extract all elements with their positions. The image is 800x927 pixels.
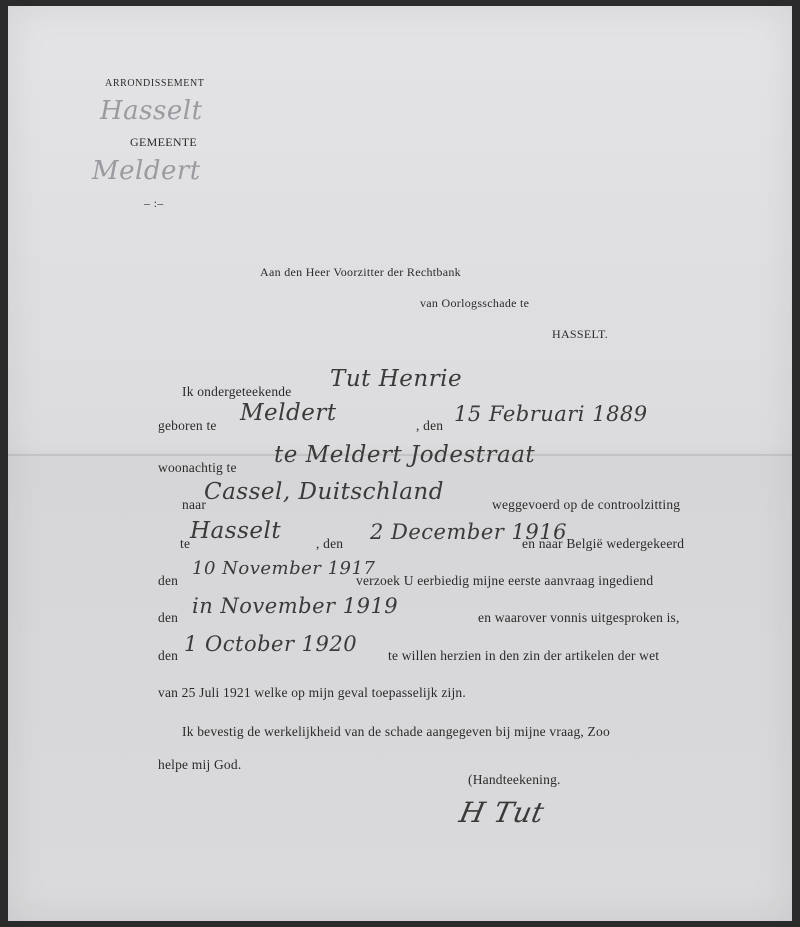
residing-label: woonachtig te xyxy=(158,460,237,475)
document-page xyxy=(8,6,792,921)
te-label: te xyxy=(180,536,191,551)
verdict-den-label: den xyxy=(158,648,179,663)
born-label: geboren te xyxy=(158,418,217,433)
law-text: van 25 Juli 1921 welke op mijn geval toepasselijk zijn. xyxy=(158,685,466,700)
filed-date-handwritten: in November 1919 xyxy=(192,594,399,618)
revise-text: te willen herzien in den zin der artikelen der wet xyxy=(388,648,660,663)
born-place-handwritten: Meldert xyxy=(240,400,337,426)
gemeente-value: Meldert xyxy=(92,156,201,186)
to-label: naar xyxy=(182,497,207,512)
arrondissement-label: ARRONDISSEMENT xyxy=(105,78,205,89)
intro-text: Ik ondergeteekende xyxy=(182,384,292,399)
arrondissement-value: Hasselt xyxy=(100,96,203,126)
filed-den-label: den xyxy=(158,610,179,625)
control-place-handwritten: Hasselt xyxy=(190,518,282,544)
verdict-text: en waarover vonnis uitgesproken is, xyxy=(478,610,680,625)
born-date-handwritten: 15 Februari 1889 xyxy=(454,402,648,426)
confirm-line1: Ik bevestig de werkelijkheid van de schade aangegeven bij mijne vraag, Zoo xyxy=(182,724,610,739)
returned-text: en naar België wedergekeerd xyxy=(522,536,685,551)
residing-handwritten: te Meldert Jodestraat xyxy=(274,442,536,468)
addressee-line3: HASSELT. xyxy=(552,327,609,341)
signature-label: (Handteekening. xyxy=(468,772,561,787)
request-text: verzoek U eerbiedig mijne eerste aanvraag ingediend xyxy=(356,573,654,588)
confirm-line2: helpe mij God. xyxy=(158,757,242,772)
deported-to-handwritten: Cassel, Duitschland xyxy=(204,479,444,505)
control-den-label: , den xyxy=(316,536,344,551)
signature-handwritten: H Tut xyxy=(456,796,548,829)
addressee-line2: van Oorlogsschade te xyxy=(420,296,530,310)
verdict-date-handwritten: 1 October 1920 xyxy=(184,632,358,656)
header-separator: – :– xyxy=(144,196,164,210)
name-handwritten: Tut Henrie xyxy=(330,366,463,392)
returned-den-label: den xyxy=(158,573,179,588)
returned-date-handwritten: 10 November 1917 xyxy=(192,558,376,579)
addressee-line1: Aan den Heer Voorzitter der Rechtbank xyxy=(260,265,461,279)
gemeente-label: GEMEENTE xyxy=(130,135,198,149)
control-date-handwritten: 2 December 1916 xyxy=(370,520,567,544)
born-den-label: , den xyxy=(416,418,444,433)
deported-text: weggevoerd op de controolzitting xyxy=(492,497,681,512)
